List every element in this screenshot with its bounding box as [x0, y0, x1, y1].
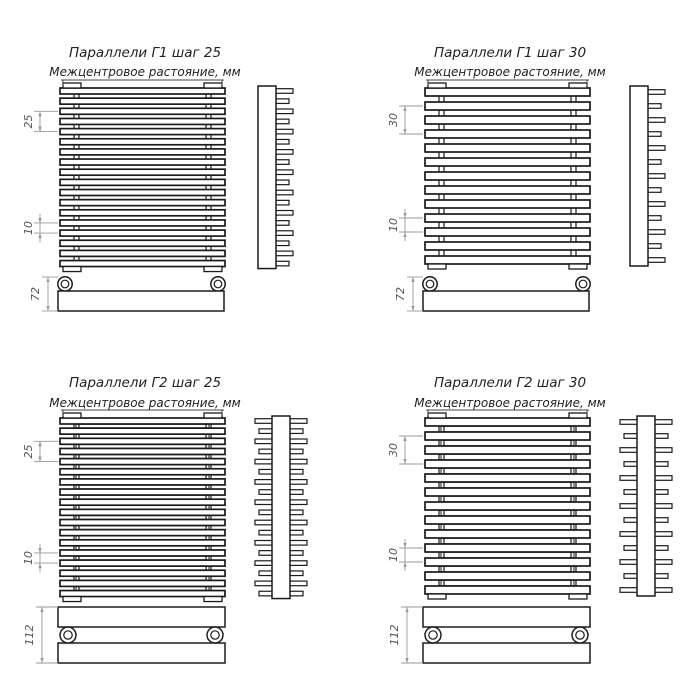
tube-end-right	[653, 560, 672, 565]
quadrant-g2-step30	[387, 375, 672, 663]
mounting-tab-top	[204, 83, 222, 88]
tube	[60, 438, 225, 444]
tube	[60, 88, 225, 94]
drawing-art-g2-step30	[387, 410, 672, 663]
tube-end-right	[274, 211, 293, 216]
mounting-tab-bottom	[428, 594, 446, 599]
pitch-dim-label: 25	[22, 444, 35, 459]
mounting-tab-bottom	[569, 264, 587, 269]
tube	[60, 250, 225, 256]
tube	[425, 530, 590, 538]
gap-dim-label: 10	[387, 218, 400, 232]
tube-end-right	[274, 150, 293, 155]
tube	[60, 230, 225, 236]
dim-arrow	[403, 232, 406, 237]
side-view	[255, 416, 307, 599]
center-distance-label: Межцентровое растояние, мм	[49, 65, 241, 79]
tube	[425, 446, 590, 454]
tube	[60, 118, 225, 124]
center-distance-dim	[61, 80, 224, 86]
tube-end-left	[255, 581, 274, 586]
tube-end-right	[274, 109, 293, 114]
tube	[425, 144, 590, 152]
dim-arrow	[40, 607, 43, 612]
center-distance-dim	[61, 410, 224, 416]
tube	[60, 428, 225, 434]
tube	[60, 139, 225, 145]
bottom-manifold	[58, 291, 224, 311]
tube-end-left	[620, 476, 639, 481]
tube	[60, 129, 225, 135]
dim-arrow	[38, 441, 41, 446]
back-tube	[441, 482, 574, 487]
tube	[60, 159, 225, 165]
tube-end-right	[288, 480, 307, 485]
tube-end-right	[653, 504, 672, 509]
tube	[425, 502, 590, 510]
drawing-title: Параллели Г1 шаг 30	[433, 45, 587, 61]
depth-dim-label: 72	[394, 287, 407, 301]
mounting-tab-top	[569, 413, 587, 418]
side-view	[620, 416, 672, 596]
tube-end-right	[653, 532, 672, 537]
drawing-art-g1-step25	[22, 80, 293, 311]
tube	[425, 130, 590, 138]
side-view	[258, 86, 293, 269]
back-tube	[441, 496, 574, 501]
back-tube	[441, 566, 574, 571]
tube	[425, 256, 590, 264]
pitch-dim-label: 30	[387, 113, 400, 127]
drawing-title: Параллели Г2 шаг 25	[68, 375, 222, 391]
pipe-connection-outer	[576, 277, 590, 291]
tube-end-right	[274, 231, 293, 236]
tube	[60, 179, 225, 185]
tube-end-right	[653, 476, 672, 481]
tube-end-right	[274, 89, 293, 94]
tube-end-right	[288, 581, 307, 586]
tube-end-left	[620, 532, 639, 537]
tube	[425, 572, 590, 580]
tube-end-left	[255, 459, 274, 464]
tube-end-right	[274, 170, 293, 175]
gap-dim-label: 10	[387, 548, 400, 562]
bottom-manifold	[423, 291, 589, 311]
side-view	[630, 86, 665, 266]
tube	[425, 586, 590, 594]
back-tube	[441, 552, 574, 557]
tube	[425, 432, 590, 440]
depth-dim-label: 112	[23, 624, 36, 646]
dim-arrow	[38, 548, 41, 553]
tube-end-left	[620, 588, 639, 593]
bottom-manifold-front	[423, 607, 590, 627]
back-tube	[441, 440, 574, 445]
tube	[425, 228, 590, 236]
dim-arrow	[405, 658, 408, 663]
tube-end-left	[620, 504, 639, 509]
mounting-tab-top	[428, 413, 446, 418]
pitch-dim-label: 25	[22, 114, 35, 129]
bottom-view	[423, 607, 590, 663]
front-view	[60, 83, 225, 272]
tube-end-right	[274, 251, 293, 256]
tube	[425, 88, 590, 96]
tube	[60, 459, 225, 465]
tube-end-left	[255, 480, 274, 485]
tube-end-left	[620, 420, 639, 425]
tube-end-left	[255, 439, 274, 444]
tube	[60, 149, 225, 155]
tube	[425, 242, 590, 250]
tube-end-right	[288, 541, 307, 546]
tube	[425, 418, 590, 426]
tube-end-right	[274, 129, 293, 134]
pipe-connection-outer	[572, 627, 588, 643]
drawing-art-g1-step30	[387, 80, 665, 311]
tube-end-left	[255, 541, 274, 546]
back-tube	[441, 580, 574, 585]
tube	[60, 509, 225, 515]
back-tube	[441, 454, 574, 459]
mounting-tab-top	[428, 83, 446, 88]
tube	[425, 116, 590, 124]
tube	[425, 214, 590, 222]
pitch-dim-label: 30	[387, 443, 400, 457]
tube-end-right	[646, 118, 665, 123]
back-tube	[441, 538, 574, 543]
tube-end-right	[288, 459, 307, 464]
bottom-view	[58, 607, 225, 663]
tube-end-right	[646, 230, 665, 235]
mounting-tab-bottom	[204, 267, 222, 272]
tube	[60, 479, 225, 485]
back-tube	[441, 524, 574, 529]
dim-arrow	[38, 563, 41, 568]
tube-end-left	[255, 500, 274, 505]
dimensions	[387, 106, 423, 311]
side-collector	[637, 416, 655, 596]
quadrant-g2-step25	[22, 375, 307, 663]
dim-arrow	[38, 233, 41, 238]
back-tube	[441, 510, 574, 515]
tube	[425, 102, 590, 110]
mounting-tab-bottom	[63, 597, 81, 602]
front-view	[425, 413, 590, 599]
center-distance-label: Межцентровое растояние, мм	[49, 396, 241, 410]
tube	[60, 489, 225, 495]
pipe-connection-outer	[211, 277, 225, 291]
tube	[60, 98, 225, 104]
tube-end-right	[653, 588, 672, 593]
tube	[60, 169, 225, 175]
tube-end-right	[653, 448, 672, 453]
dim-arrow	[403, 459, 406, 464]
dim-arrow	[38, 111, 41, 116]
tube	[60, 418, 225, 424]
tube	[60, 550, 225, 556]
tube	[60, 210, 225, 216]
mounting-tab-top	[569, 83, 587, 88]
tube-end-right	[646, 202, 665, 207]
pipe-connection-outer	[60, 627, 76, 643]
tube-end-left	[620, 448, 639, 453]
tube-end-right	[646, 90, 665, 95]
tube	[425, 200, 590, 208]
dimensions	[387, 436, 423, 663]
side-collector	[272, 416, 290, 599]
dim-arrow	[411, 306, 414, 311]
tube	[425, 474, 590, 482]
bottom-manifold-front	[58, 607, 225, 627]
dim-arrow	[403, 436, 406, 441]
dim-arrow	[403, 213, 406, 218]
tube-end-right	[646, 146, 665, 151]
dim-arrow	[403, 129, 406, 134]
tube-end-right	[288, 419, 307, 424]
tube	[425, 460, 590, 468]
pipe-connection-outer	[425, 627, 441, 643]
drawing-title: Параллели Г2 шаг 30	[433, 375, 587, 391]
tube-end-right	[288, 439, 307, 444]
dim-arrow	[38, 127, 41, 132]
front-view	[60, 413, 225, 602]
tube-end-right	[288, 520, 307, 525]
back-tube	[441, 426, 574, 431]
dim-arrow	[403, 106, 406, 111]
mounting-tab-bottom	[428, 264, 446, 269]
tube	[60, 540, 225, 546]
bottom-view	[58, 277, 225, 311]
tube	[60, 520, 225, 526]
tube-end-left	[620, 560, 639, 565]
drawing-art-g2-step25	[22, 410, 307, 663]
tube-end-right	[274, 190, 293, 195]
front-view	[425, 83, 590, 269]
quadrant-g1-step25	[22, 45, 293, 311]
back-tube	[441, 468, 574, 473]
tube-end-left	[255, 419, 274, 424]
dim-arrow	[46, 277, 49, 282]
tube	[60, 220, 225, 226]
bottom-manifold-back	[58, 643, 225, 663]
tube	[60, 580, 225, 586]
quadrant-g1-step30	[387, 45, 665, 311]
side-collector	[258, 86, 276, 269]
dim-arrow	[40, 658, 43, 663]
dimensions	[22, 441, 58, 663]
dim-arrow	[403, 543, 406, 548]
tube	[425, 544, 590, 552]
dim-arrow	[403, 562, 406, 567]
tube	[425, 172, 590, 180]
dim-arrow	[411, 277, 414, 282]
pipe-connection-outer	[207, 627, 223, 643]
center-distance-label: Межцентровое растояние, мм	[414, 65, 606, 79]
tube	[425, 558, 590, 566]
tube	[425, 516, 590, 524]
tube-end-right	[646, 174, 665, 179]
tube	[425, 158, 590, 166]
tube-end-right	[646, 258, 665, 263]
tube-end-right	[288, 500, 307, 505]
tube	[425, 488, 590, 496]
tube	[60, 200, 225, 206]
tube-end-right	[653, 420, 672, 425]
bottom-view	[423, 277, 590, 311]
tube	[60, 570, 225, 576]
drawing-title: Параллели Г1 шаг 25	[68, 45, 222, 61]
gap-dim-label: 10	[22, 551, 35, 566]
pipe-connection-outer	[58, 277, 72, 291]
mounting-tab-bottom	[63, 267, 81, 272]
tube	[425, 186, 590, 194]
tube	[60, 530, 225, 536]
mounting-tab-top	[63, 83, 81, 88]
tube	[60, 499, 225, 505]
tube	[60, 240, 225, 246]
center-distance-dim	[426, 80, 589, 86]
mounting-tab-top	[204, 413, 222, 418]
tube-end-right	[288, 561, 307, 566]
mounting-tab-bottom	[569, 594, 587, 599]
center-distance-dim	[426, 410, 589, 416]
side-collector	[630, 86, 648, 266]
tube	[60, 560, 225, 566]
tube	[60, 190, 225, 196]
dim-arrow	[38, 218, 41, 223]
tube-end-left	[255, 520, 274, 525]
pipe-connection-outer	[423, 277, 437, 291]
tube	[60, 261, 225, 267]
tube	[60, 591, 225, 597]
gap-dim-label: 10	[22, 221, 35, 236]
depth-dim-label: 112	[388, 624, 401, 646]
tube	[60, 108, 225, 114]
tube	[60, 448, 225, 454]
mounting-tab-bottom	[204, 597, 222, 602]
dim-arrow	[46, 306, 49, 311]
dimensions	[22, 111, 58, 311]
depth-dim-label: 72	[29, 287, 42, 301]
tube	[60, 469, 225, 475]
dim-arrow	[38, 457, 41, 462]
tube-end-left	[255, 561, 274, 566]
bottom-manifold-back	[423, 643, 590, 663]
mounting-tab-top	[63, 413, 81, 418]
dim-arrow	[405, 607, 408, 612]
center-distance-label: Межцентровое растояние, мм	[414, 396, 606, 410]
